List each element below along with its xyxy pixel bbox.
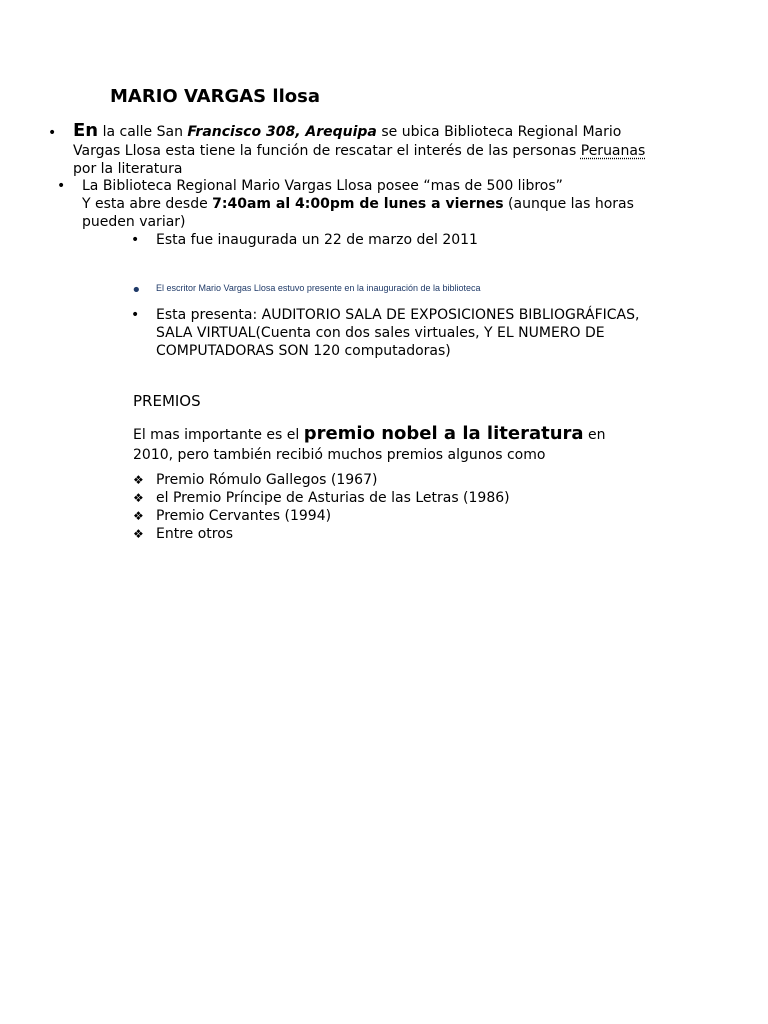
text-segment: (aunque las horas bbox=[503, 196, 634, 212]
bullet-marker: • bbox=[57, 178, 66, 194]
award-text: Entre otros bbox=[156, 526, 234, 542]
list-item bbox=[133, 525, 234, 543]
text-segment: se ubica Biblioteca Regional Mario bbox=[376, 124, 622, 140]
paragraph-location bbox=[73, 121, 645, 178]
bullet-marker: • bbox=[131, 307, 140, 323]
award-text: Premio Rómulo Gallegos (1967) bbox=[156, 472, 378, 488]
nobel-prize-text: premio nobel a la literatura bbox=[303, 423, 584, 444]
bullet-marker: • bbox=[131, 232, 140, 248]
diamond-icon: ❖ bbox=[133, 527, 144, 541]
text-segment: Esta presenta: bbox=[156, 307, 262, 323]
text-segment: Y esta abre desde bbox=[82, 196, 213, 212]
peruanas-word: Peruanas bbox=[580, 143, 646, 159]
list-item bbox=[133, 471, 378, 489]
diamond-icon: ❖ bbox=[133, 473, 144, 487]
award-text: el Premio Príncipe de Asturias de las Letras (1986) bbox=[156, 490, 510, 506]
text-segment: AUDITORIO SALA DE EXPOSICIONES BIBLIOGRÁFICAS, bbox=[261, 307, 640, 323]
lead-word: En bbox=[73, 120, 99, 141]
award-text: Premio Cervantes (1994) bbox=[156, 508, 332, 524]
text-segment: en bbox=[583, 427, 606, 443]
text-line: SALA VIRTUAL(Cuenta con dos sales virtuales, Y EL NUMERO DE bbox=[156, 325, 605, 341]
text-line: COMPUTADORAS SON 120 computadoras) bbox=[156, 343, 451, 359]
diamond-icon: ❖ bbox=[133, 491, 144, 505]
text-segment: la calle San bbox=[98, 124, 188, 140]
bullet-marker: • bbox=[48, 125, 57, 141]
text-segment: El mas importante es el bbox=[133, 427, 304, 443]
bullet-marker: • bbox=[131, 280, 142, 301]
address-text: Francisco 308, Arequipa bbox=[187, 124, 377, 140]
list-item bbox=[133, 489, 510, 507]
list-item bbox=[133, 507, 332, 525]
text-line: pueden variar) bbox=[82, 214, 186, 230]
awards-list bbox=[133, 471, 510, 543]
page-title: MARIO VARGAS llosa bbox=[110, 86, 320, 107]
opening-hours: 7:40am al 4:00pm de lunes a viernes bbox=[212, 196, 504, 212]
paragraph-facilities bbox=[156, 306, 639, 360]
text-line: por la literatura bbox=[73, 161, 183, 177]
paragraph-inauguration: Esta fue inaugurada un 22 de marzo del 2011 bbox=[156, 232, 478, 248]
premios-intro bbox=[133, 423, 605, 464]
diamond-icon: ❖ bbox=[133, 509, 144, 523]
paragraph-writer-present: El escritor Mario Vargas Llosa estuvo presente en la inauguración de la biblioteca bbox=[156, 283, 481, 293]
text-line: La Biblioteca Regional Mario Vargas Llosa posee “mas de 500 libros” bbox=[82, 178, 563, 194]
text-line: 2010, pero también recibió muchos premios algunos como bbox=[133, 447, 546, 463]
premios-heading: PREMIOS bbox=[133, 392, 201, 410]
text-segment: Vargas Llosa esta tiene la función de rescatar el interés de las personas bbox=[73, 143, 581, 159]
paragraph-library bbox=[82, 177, 634, 231]
